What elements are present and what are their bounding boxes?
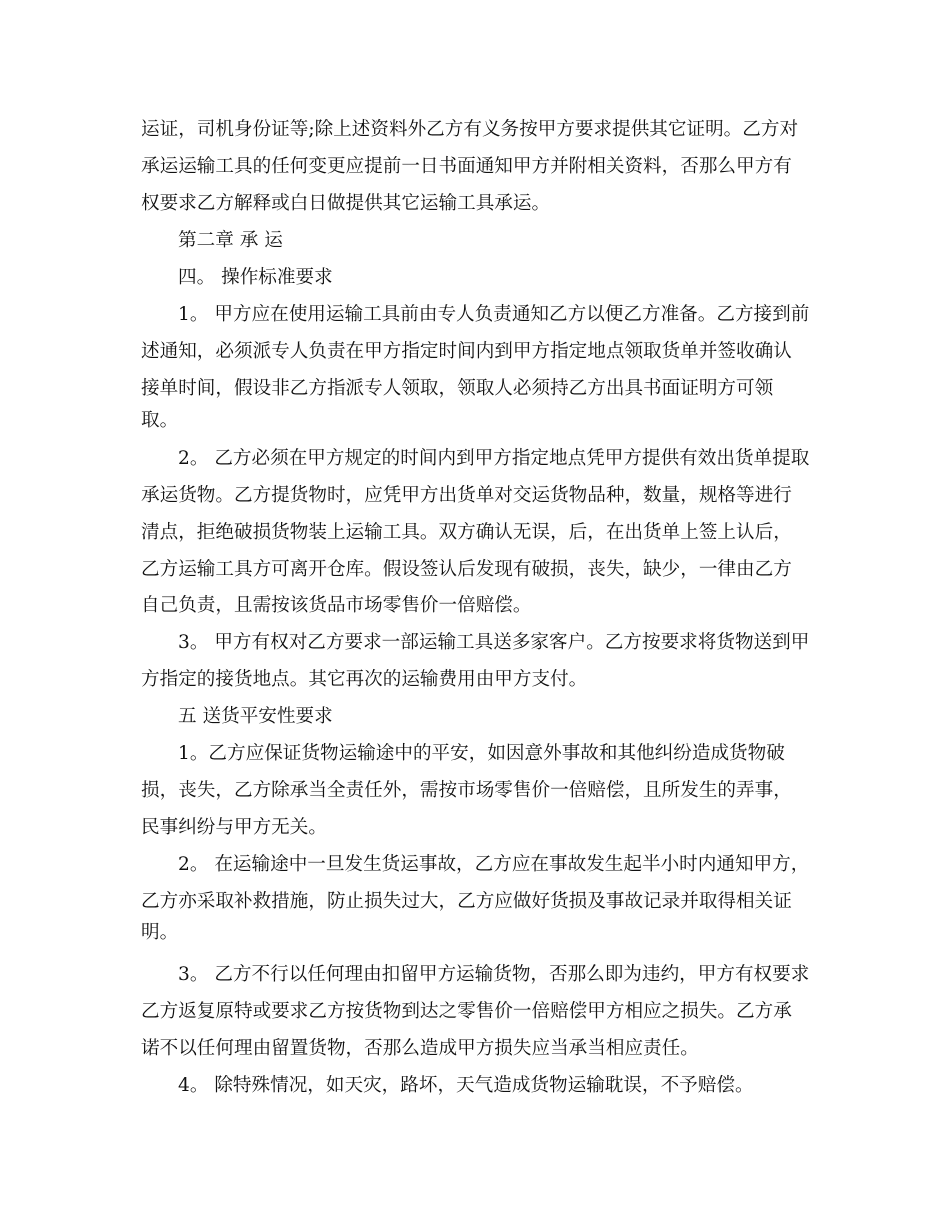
text-line: 1。 甲方应在使用运输工具前由专人负责通知乙方以便乙方准备。乙方接到前: [178, 304, 810, 325]
text-line: 1。乙方应保证货物运输途中的平安，如因意外事故和其他纠纷造成货物破: [178, 743, 785, 764]
section-heading: 四。 操作标准要求: [178, 267, 333, 288]
text-line: 2。 乙方必须在甲方规定的时间内到甲方指定地点凭甲方提供有效出货单提取: [178, 448, 810, 469]
text-line: 取。: [141, 410, 179, 431]
text-line: 损，丧失，乙方除承当全责任外，需按市场零售价一倍赔偿，且所发生的弄事，: [141, 780, 792, 801]
section-heading: 五 送货平安性要求: [178, 706, 333, 727]
text-line: 乙方亦采取补救措施，防止损失过大，乙方应做好货损及事故记录并取得相关证: [141, 891, 792, 912]
text-line: 乙方运输工具方可离开仓库。假设签认后发现有破损，丧失，缺少，一律由乙方: [141, 559, 792, 580]
text-line: 接单时间，假设非乙方指派专人领取，领取人必须持乙方出具书面证明方可领: [141, 378, 774, 399]
text-line: 权要求乙方解释或白日做提供其它运输工具承运。: [141, 193, 551, 214]
text-line: 明。: [141, 922, 179, 943]
text-line: 承运运输工具的任何变更应提前一日书面通知甲方并附相关资料，否那么甲方有: [141, 156, 792, 177]
text-line: 运证，司机身份证等;除上述资料外乙方有义务按甲方要求提供其它证明。乙方对: [141, 119, 799, 140]
text-line: 4。 除特殊情况，如天灾，路坏，天气造成货物运输耽误，不予赔偿。: [178, 1075, 754, 1096]
text-line: 方指定的接货地点。其它再次的运输费用由甲方支付。: [141, 669, 588, 690]
text-line: 述通知，必须派专人负责在甲方指定时间内到甲方指定地点领取货单并签收确认: [141, 341, 792, 362]
text-line: 自己负责，且需按该货品市场零售价一倍赔偿。: [141, 595, 532, 616]
text-line: 民事纠纷与甲方无关。: [141, 817, 327, 838]
text-line: 3。 甲方有权对乙方要求一部运输工具送多家客户。乙方按要求将货物送到甲: [178, 632, 810, 653]
chapter-heading: 第二章 承 运: [178, 230, 283, 251]
text-line: 乙方返复原特或要求乙方按货物到达之零售价一倍赔偿甲方相应之损失。乙方承: [141, 1001, 792, 1022]
text-line: 3。 乙方不行以任何理由扣留甲方运输货物，否那么即为违约，甲方有权要求: [178, 964, 810, 985]
text-line: 诺不以任何理由留置货物，否那么造成甲方损失应当承当相应责任。: [141, 1038, 699, 1059]
text-line: 2。 在运输途中一旦发生货运事故，乙方应在事故发生起半小时内通知甲方，: [178, 854, 810, 875]
text-line: 承运货物。乙方提货物时，应凭甲方出货单对交运货物品种，数量，规格等进行: [141, 485, 792, 506]
text-line: 清点，拒绝破损货物装上运输工具。双方确认无误，后，在出货单上签上认后，: [141, 522, 792, 543]
